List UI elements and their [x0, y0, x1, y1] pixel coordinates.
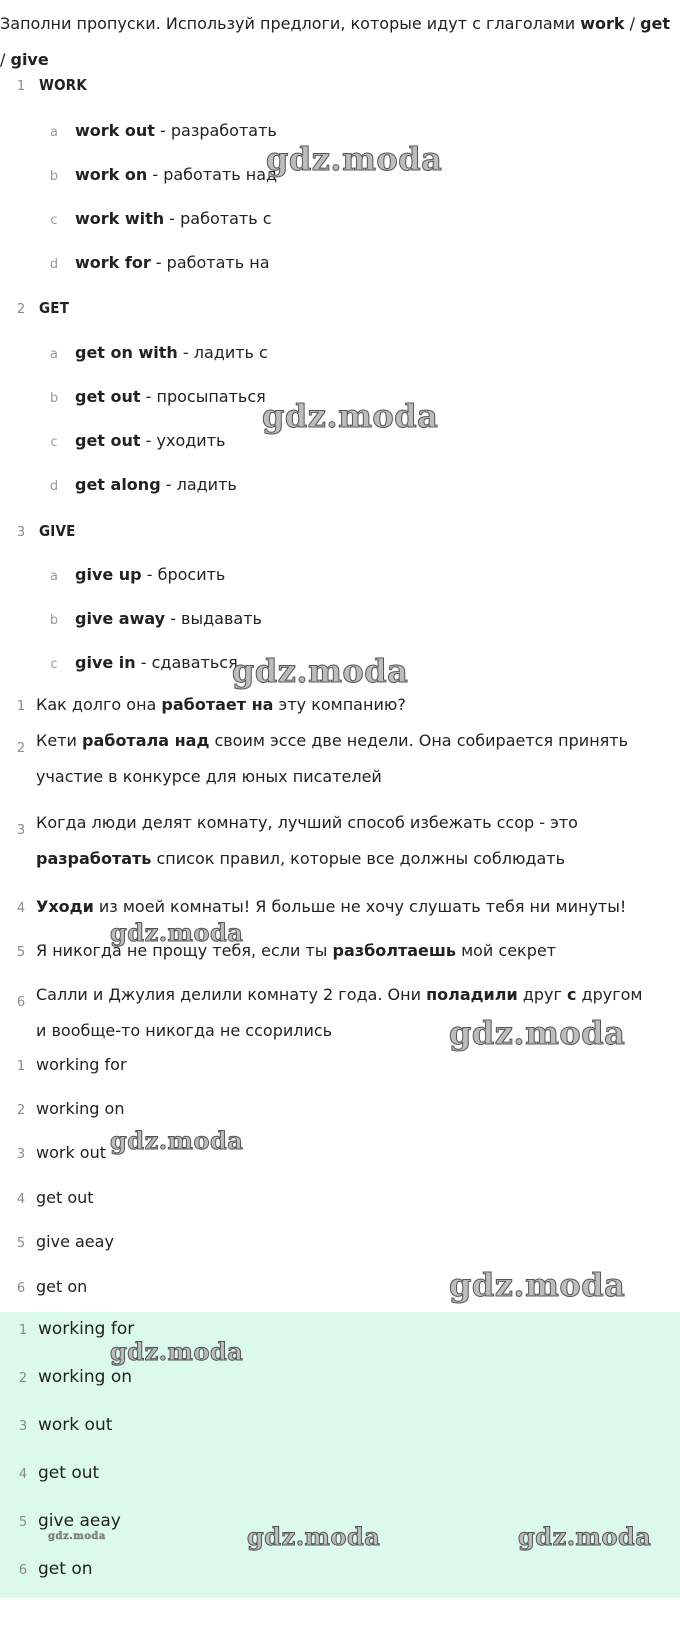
watermark: gdz.moda — [48, 1531, 106, 1542]
watermark: gdz.moda — [449, 1266, 626, 1304]
task-instruction: Заполни пропуски. Используй предлоги, которые идут с глаголами work / get / give — [0, 14, 671, 69]
watermark: gdz.moda — [247, 1522, 381, 1551]
highlighted-answers-panel — [0, 1312, 680, 1598]
watermark: gdz.moda — [110, 1126, 244, 1155]
watermark: gdz.moda — [266, 140, 443, 178]
intro-give: give — [10, 50, 49, 69]
watermark: gdz.moda — [232, 652, 409, 690]
watermark: gdz.moda — [110, 918, 244, 947]
watermark: gdz.moda — [262, 397, 439, 435]
watermark: gdz.moda — [518, 1522, 652, 1551]
watermark: gdz.moda — [110, 1337, 244, 1366]
watermark: gdz.moda — [449, 1014, 626, 1052]
